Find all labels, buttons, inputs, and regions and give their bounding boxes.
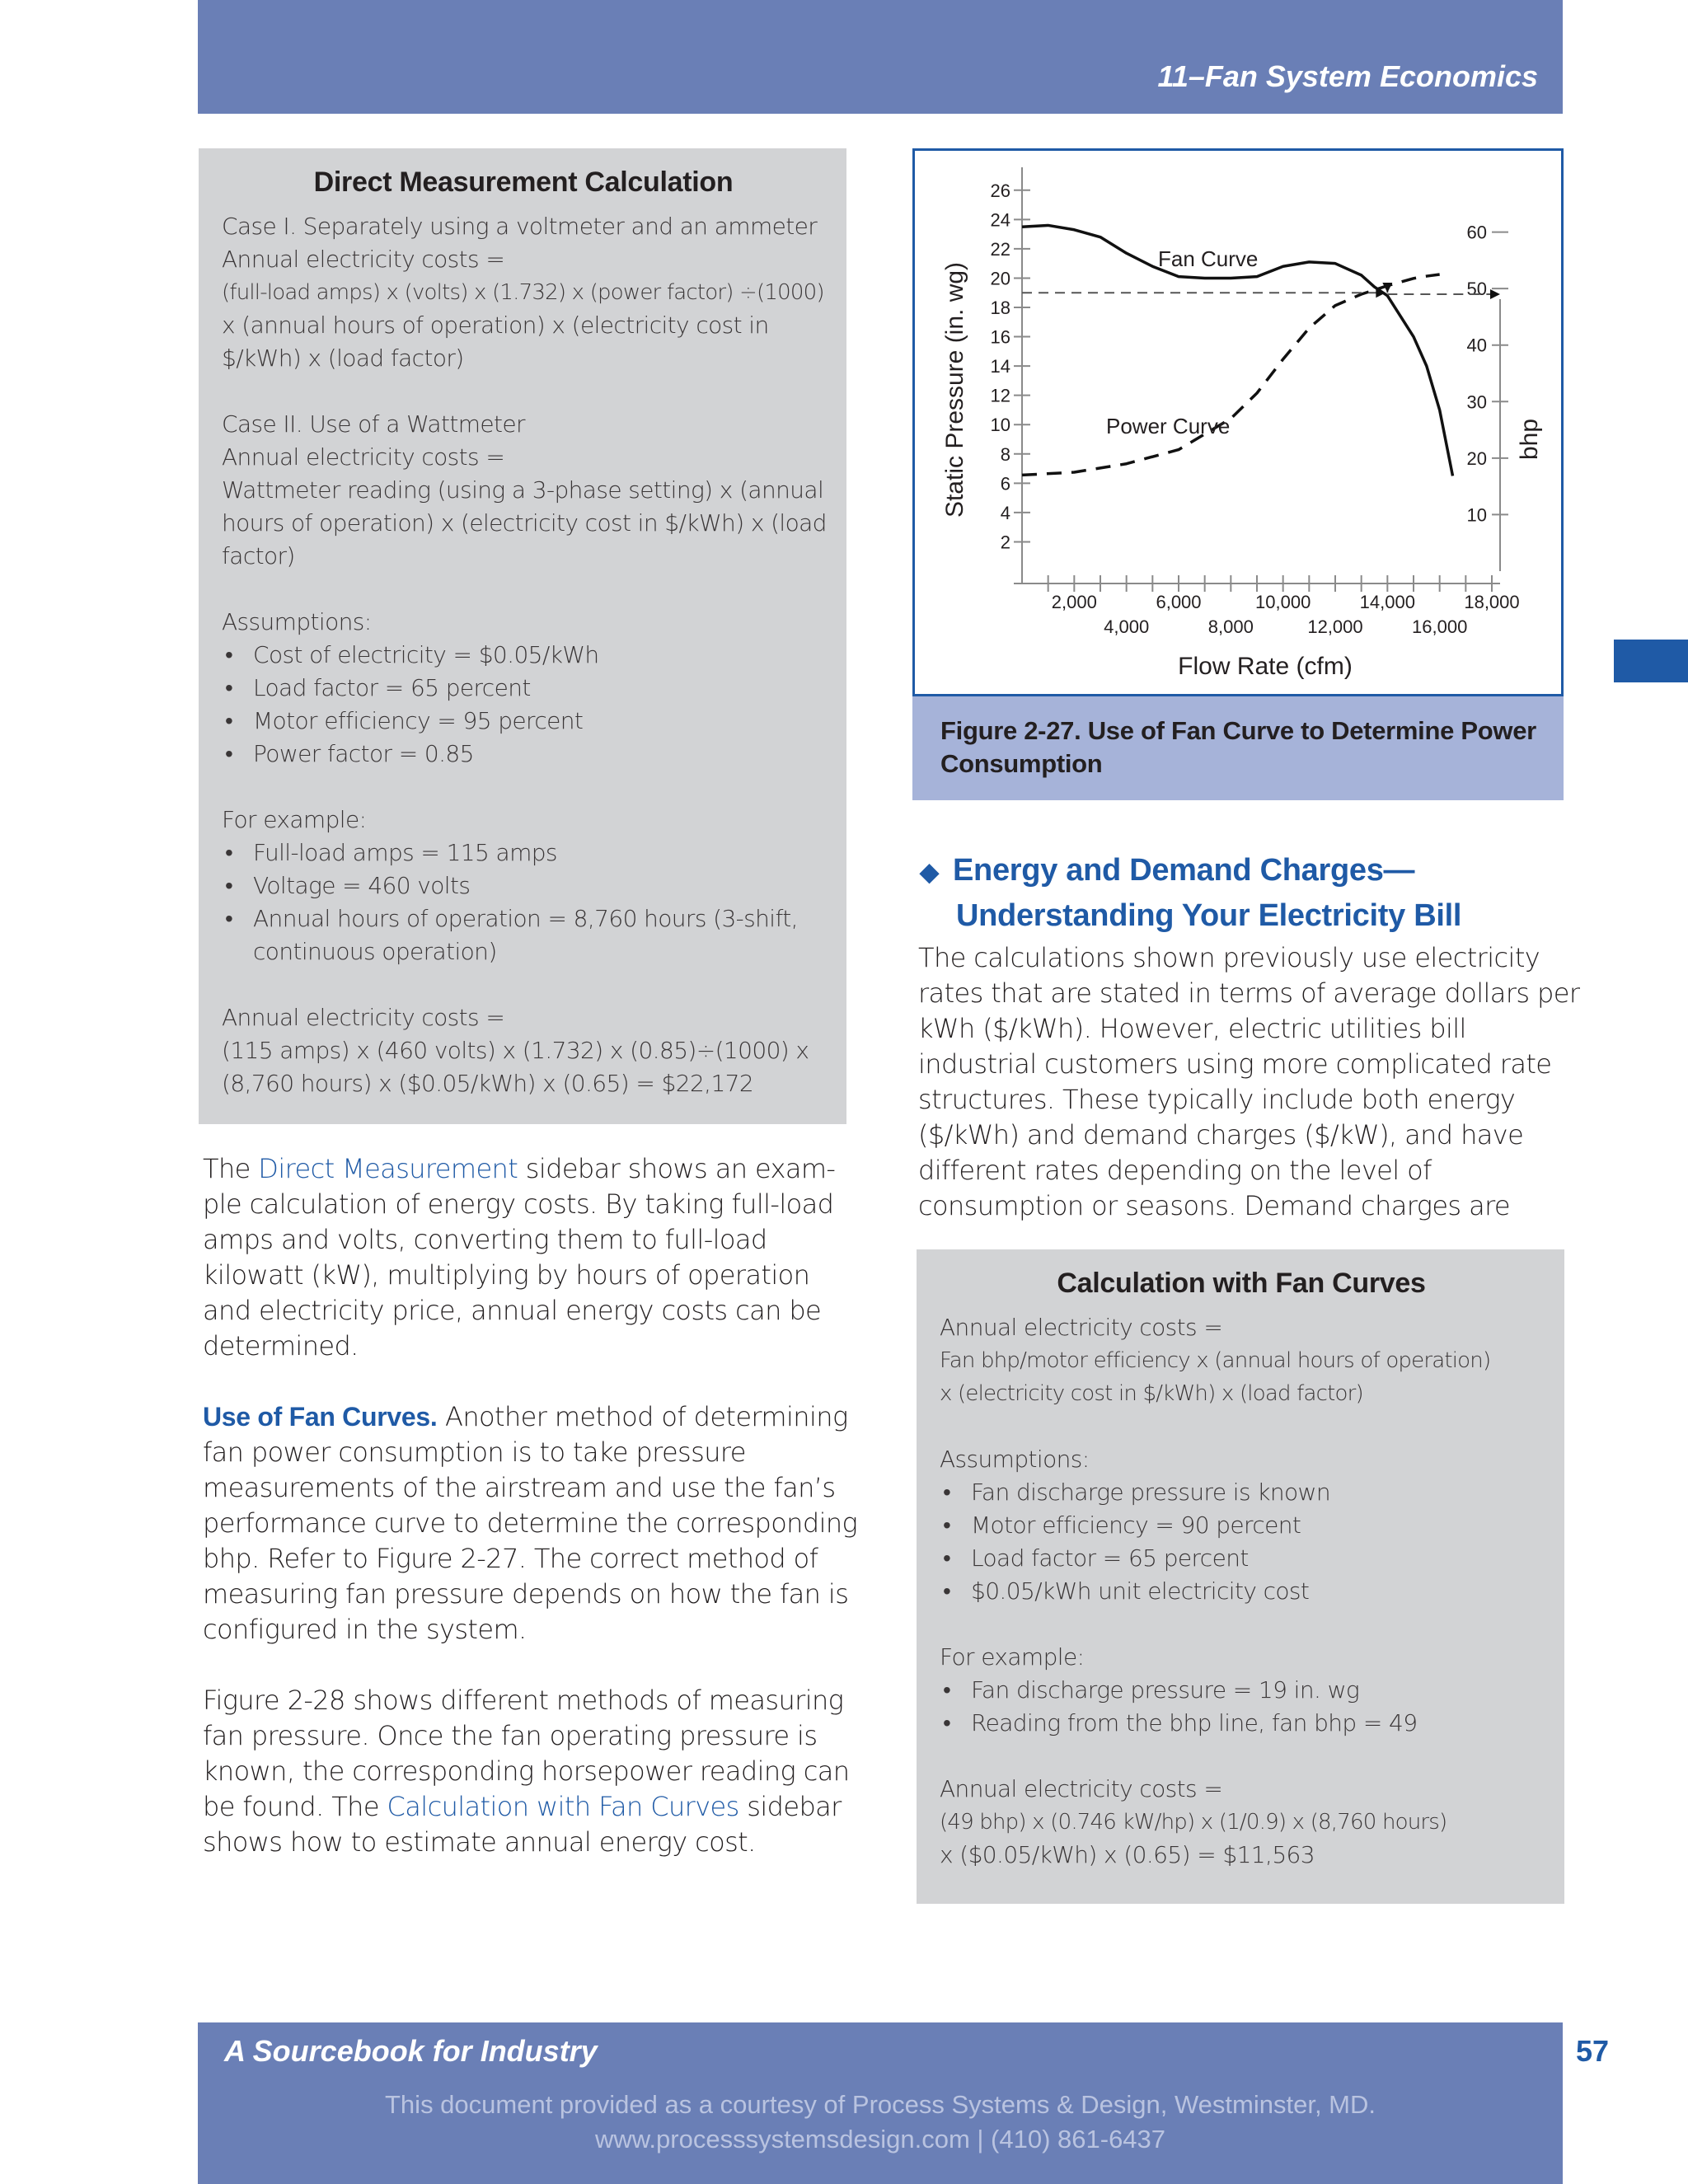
sidebar-line: hours of operation) x (electricity cost in $/kWh) x (load [222,509,827,537]
fan-curves-sidebar [917,1249,1564,1904]
paragraph-line: Figure 2-28 shows different methods of measuring [203,1685,844,1716]
power-curve-annotation: Power Curve [1106,414,1231,438]
figure-caption [912,696,1564,800]
caption-line: Consumption [940,749,1103,778]
x-axis-label: Flow Rate (cfm) [1178,653,1353,680]
direct-measurement-sidebar [199,148,846,1124]
paragraph-line: measuring fan pressure depends on how the fan is [203,1578,849,1610]
direct-measurement-link[interactable]: Direct Measurement [258,1153,518,1184]
y-axis-label: Static Pressure (in. wg) [941,261,968,518]
sidebar-bullet: • Power factor = 0.85 [222,738,825,771]
y2-tick-label: 50 [1466,279,1487,300]
y2-tick-label: 20 [1466,448,1487,469]
paragraph-line: different rates depending on the level of [918,1155,1432,1186]
sidebar-title: Calculation with Fan Curves [1057,1268,1426,1299]
calculation-with-fan-curves-link[interactable]: Calculation with Fan Curves [387,1791,739,1822]
sidebar-line: Annual electricity costs = [222,443,505,471]
y2-tick-label: 10 [1466,504,1487,526]
x-tick-label: 2,000 [1051,592,1097,612]
x-tick-label: 16,000 [1412,616,1468,637]
paragraph-line: Use of Fan Curves. Another method of determining [203,1401,848,1432]
left-body-text [203,1151,858,1860]
footer-title: A Sourcebook for Industry [224,2034,598,2068]
y-tick-label: 12 [990,385,1010,406]
y-tick-label: 8 [1000,443,1010,465]
x-tick-label: 8,000 [1207,616,1254,637]
sidebar-bullet: • $0.05/kWh unit electricity cost [940,1575,1543,1608]
sidebar-line: Fan bhp/motor efficiency x (annual hours of operation) [940,1348,1491,1373]
sidebar-title: Direct Measurement Calculation [313,166,734,198]
sidebar-bullet: • Cost of electricity = $0.05/kWh [222,639,825,672]
sidebar-line: Case II. Use of a Wattmeter [222,410,525,438]
paragraph-line: configured in the system. [203,1614,527,1645]
section-title: 11–Fan System Economics [1157,59,1538,93]
paragraph-line: determined. [203,1330,359,1361]
paragraph-line: structures. These typically include both energy [918,1084,1516,1115]
paragraph-line: amps and volts, converting them to full-load [203,1224,767,1255]
fan-curve-chart [915,151,1561,694]
y2-tick-label: 30 [1466,391,1487,413]
page-number: 57 [1576,2034,1610,2068]
sidebar-line: x ($0.05/kWh) x (0.65) = $11,563 [940,1841,1315,1868]
paragraph-line: shows how to estimate annual energy cost. [203,1826,756,1858]
fan-curve-annotation: Fan Curve [1158,246,1259,271]
y-tick-label: 16 [990,326,1010,348]
sidebar-line: Wattmeter reading (using a 3-phase setting) x (annual [222,476,824,504]
y2-tick-label: 60 [1466,222,1487,243]
paragraph-line: be found. The Calculation with Fan Curves sidebar [203,1791,842,1822]
y-tick-label: 6 [1000,473,1010,494]
x-tick-label: 10,000 [1255,592,1311,612]
y-tick-label: 22 [990,238,1010,260]
sidebar-line: x (electricity cost in $/kWh) x (load factor) [940,1381,1363,1406]
sidebar-line: continuous operation) [253,938,497,965]
paragraph-line: The Direct Measurement sidebar shows an exam- [203,1153,836,1184]
sidebar-bullet: • Fan discharge pressure = 19 in. wg [940,1674,1543,1707]
side-tab-marker [1614,640,1688,682]
paragraph-line: bhp. Refer to Figure 2-27. The correct method of [203,1543,818,1574]
paragraph-line: ple calculation of energy costs. By taking full-load [203,1188,834,1220]
paragraph-line: kilowatt (kW), multiplying by hours of operation [203,1259,810,1291]
bhp-arrow-icon [1490,289,1500,299]
figure-2-27 [912,148,1564,696]
sidebar-line: For example: [222,806,367,833]
sidebar-bullet: • Load factor = 65 percent [222,672,825,705]
y-tick-label: 10 [990,415,1010,436]
y2-axis-label: bhp [1516,418,1543,461]
sidebar-bullet: • Load factor = 65 percent [940,1542,1543,1575]
sidebar-bullet: • Annual hours of operation = 8,760 hours (3-shift, [222,902,825,935]
sidebar-bullet: • Full-load amps = 115 amps [222,837,825,869]
paragraph-line: rates that are stated in terms of average dollars per [918,977,1580,1009]
y-tick-label: 20 [990,268,1010,289]
courtesy-contact: www.processsystemsdesign.com | (410) 861-6437 [594,2125,1166,2154]
x-tick-label: 12,000 [1307,616,1363,637]
y-tick-label: 18 [990,298,1010,318]
sidebar-line: x (annual hours of operation) x (electricity cost in [222,312,769,339]
sidebar-line: (49 bhp) x (0.746 kW/hp) x (1/0.9) x (8,760 hours) [940,1810,1447,1835]
y-tick-label: 4 [1000,502,1010,523]
paragraph-line: fan power consumption is to take pressure [203,1436,746,1468]
sidebar-line: (115 amps) x (460 volts) x (1.732) x (0.85)÷(1000) x [222,1037,809,1064]
paragraph-line: measurements of the airstream and use the fan’s [203,1472,836,1503]
sidebar-line: Annual electricity costs = [940,1775,1223,1802]
x-tick-label: 14,000 [1359,592,1415,612]
energy-demand-heading: ◆ Energy and Demand Charges— Understanding Your Electricity Bill [920,853,1462,933]
sidebar-line: $/kWh) x (load factor) [222,344,464,372]
sidebar-bullet: • Reading from the bhp line, fan bhp = 49 [940,1707,1543,1740]
paragraph-line: kWh ($/kWh). However, electric utilities bill [918,1013,1466,1044]
sidebar-line: factor) [222,542,295,569]
paragraph-line: performance curve to determine the corresponding [203,1507,858,1539]
paragraph-line: consumption or seasons. Demand charges are [918,1190,1511,1221]
sidebar-line: For example: [940,1643,1085,1671]
paragraph-line: fan pressure. Once the fan operating pressure is [203,1720,818,1751]
y2-tick-label: 40 [1466,335,1487,356]
paragraph-line: ($/kWh) and demand charges ($/kW), and have [918,1119,1524,1151]
y-tick-label: 14 [990,356,1010,377]
sidebar-line: Annual electricity costs = [940,1314,1223,1341]
right-body-text [918,940,1580,1224]
sidebar-bullet: • Motor efficiency = 90 percent [940,1509,1543,1542]
x-tick-label: 4,000 [1104,616,1150,637]
sidebar-line: Annual electricity costs = [222,246,505,273]
sidebar-line: Assumptions: [222,608,372,635]
x-tick-label: 6,000 [1156,592,1202,612]
header-band [198,0,1563,114]
diamond-bullet-icon: ◆ [920,859,939,886]
y-tick-label: 2 [1000,532,1010,553]
sidebar-line: (full-load amps) x (volts) x (1.732) x (power factor) ÷(1000) [222,280,824,305]
paragraph-line: The calculations shown previously use electricity [918,942,1540,973]
sidebar-line: Assumptions: [940,1446,1090,1473]
sidebar-bullet: • Voltage = 460 volts [222,869,825,902]
x-tick-label: 18,000 [1464,592,1520,612]
fan-curves-run-in-head: Use of Fan Curves. [203,1402,438,1432]
sidebar-line: Case I. Separately using a voltmeter and an ammeter [222,213,818,240]
courtesy-line: This document provided as a courtesy of Process Systems & Design, Westminster, MD. [385,2090,1376,2119]
sidebar-line: Annual electricity costs = [222,1004,505,1031]
caption-line: Figure 2-27. Use of Fan Curve to Determine Power [940,716,1536,745]
paragraph-line: industrial customers using more complicated rate [918,1048,1552,1080]
paragraph-line: known, the corresponding horsepower reading can [203,1755,850,1787]
y-tick-label: 24 [990,209,1010,231]
sidebar-line: (8,760 hours) x ($0.05/kWh) x (0.65) = $22,172 [222,1070,754,1097]
sidebar-bullet: • Motor efficiency = 95 percent [222,705,825,738]
paragraph-line: and electricity price, annual energy costs can be [203,1295,822,1326]
y-tick-label: 26 [990,180,1010,201]
power-curve-line [1022,274,1440,475]
sidebar-bullet: • Fan discharge pressure is known [940,1476,1543,1509]
